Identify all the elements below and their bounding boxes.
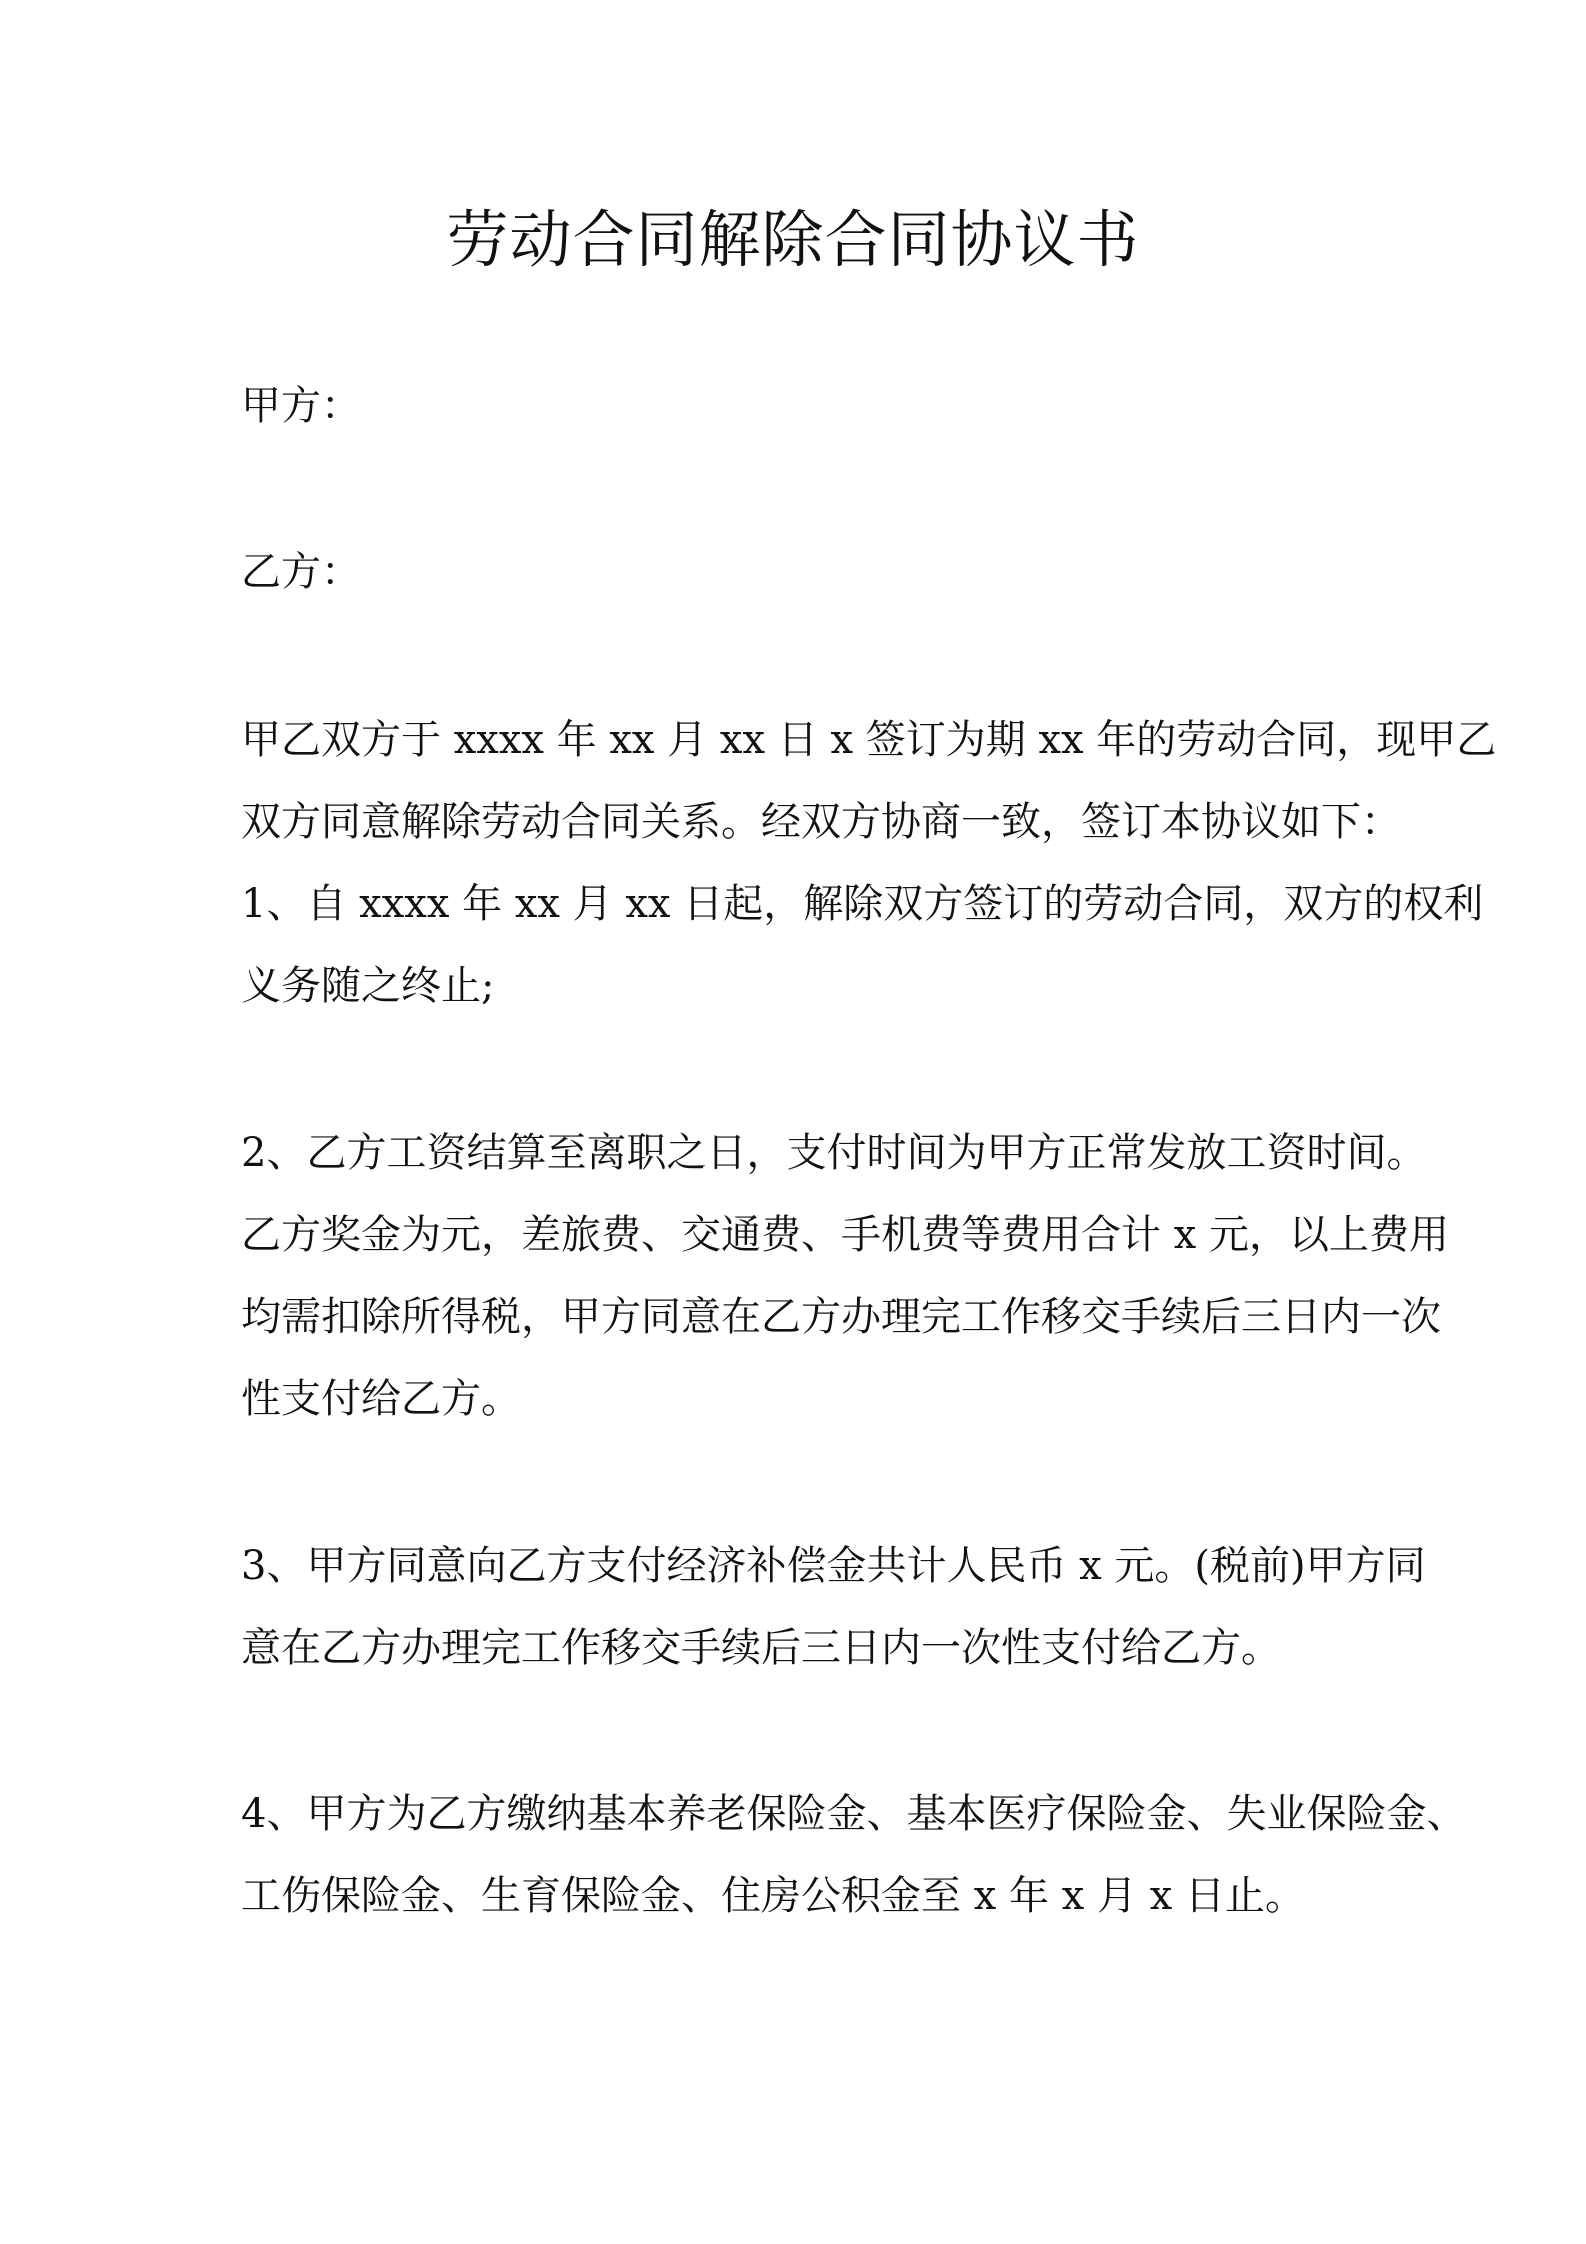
- clause-1-line-2: 义务随之终止;: [241, 963, 495, 1009]
- clause-2-line-1: 2、乙方工资结算至离职之日，支付时间为甲方正常发放工资时间。: [241, 1130, 1427, 1176]
- clause-4-line-2: 工伤保险金、生育保险金、住房公积金至 x 年 x 月 x 日止。: [241, 1873, 1305, 1919]
- intro-line-1: 甲乙双方于 xxxx 年 xx 月 xx 日 x 签订为期 xx 年的劳动合同，现甲乙: [241, 717, 1497, 763]
- clause-2-line-3: 均需扣除所得税，甲方同意在乙方办理完工作移交手续后三日内一次: [241, 1294, 1441, 1340]
- document-title: 劳动合同解除合同协议书: [446, 203, 1140, 276]
- party-b-label: 乙方：: [241, 549, 361, 595]
- clause-3-line-2: 意在乙方办理完工作移交手续后三日内一次性支付给乙方。: [241, 1625, 1281, 1671]
- party-a-label: 甲方：: [241, 383, 361, 429]
- clause-2-line-2: 乙方奖金为元，差旅费、交通费、手机费等费用合计 x 元，以上费用: [241, 1212, 1449, 1258]
- clause-1-line-1: 1、自 xxxx 年 xx 月 xx 日起，解除双方签订的劳动合同，双方的权利: [241, 881, 1484, 927]
- clause-3-line-1: 3、甲方同意向乙方支付经济补偿金共计人民币 x 元。(税前)甲方同: [241, 1543, 1426, 1589]
- clause-4-line-1: 4、甲方为乙方缴纳基本养老保险金、基本医疗保险金、失业保险金、: [241, 1791, 1467, 1837]
- intro-line-2: 双方同意解除劳动合同关系。经双方协商一致，签订本协议如下：: [241, 799, 1401, 845]
- clause-2-line-4: 性支付给乙方。: [241, 1376, 521, 1422]
